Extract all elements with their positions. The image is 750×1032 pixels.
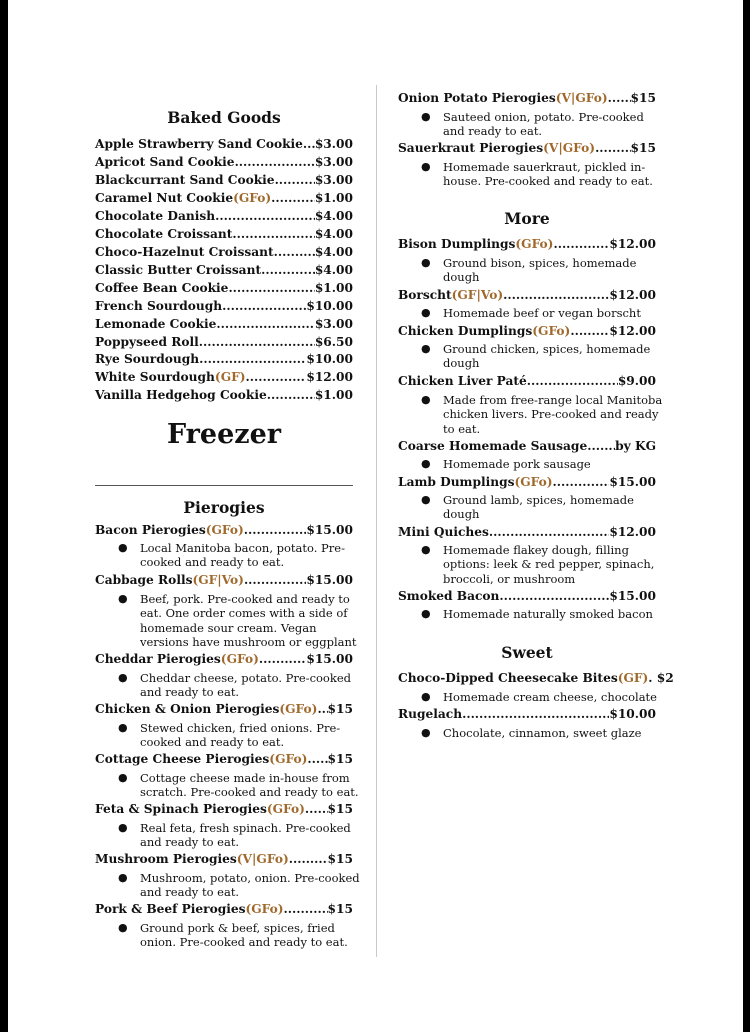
item-name: Caramel Nut Cookie: [95, 191, 234, 205]
menu-item: [95, 137, 353, 151]
item-description: [118, 671, 360, 700]
bullet-icon: ●: [118, 871, 128, 884]
item-name: Mushroom Pierogies: [95, 852, 237, 866]
item-description: [421, 457, 663, 471]
leader-dots: [275, 173, 315, 187]
item-tag: (V|GFo): [543, 141, 596, 155]
item-price: $4.00: [314, 245, 353, 259]
leader-dots: [553, 475, 610, 489]
menu-item: [398, 288, 656, 302]
item-price: $15: [630, 141, 656, 155]
leader-dots: [267, 388, 315, 402]
menu-item: [398, 707, 656, 721]
item-price: $15: [327, 802, 353, 816]
item-description: [421, 160, 663, 189]
leader-dots: [235, 155, 315, 169]
item-tag: (GFo): [205, 523, 244, 537]
description-text: Homemade sauerkraut, pickled in-house. Pre-cooked and ready to eat.: [443, 160, 653, 189]
item-tag: (GFo): [514, 475, 553, 489]
item-name: Classic Butter Croissant: [95, 263, 262, 277]
item-name: Borscht: [398, 288, 452, 302]
item-name: French Sourdough: [95, 299, 223, 313]
bullet-icon: ●: [421, 306, 431, 319]
leader-dots: [305, 802, 328, 816]
leader-dots: [608, 91, 631, 105]
item-price: $3.00: [314, 317, 353, 331]
leader-dots: [527, 374, 618, 388]
item-description: [421, 543, 663, 586]
description-text: Homemade cream cheese, chocolate: [443, 690, 657, 704]
menu-item: [398, 439, 656, 453]
menu-item: [95, 245, 353, 259]
menu-item: [95, 370, 353, 384]
baked-goods-heading: Baked Goods: [167, 108, 281, 127]
item-name: Sauerkraut Pierogies: [398, 141, 544, 155]
menu-item: [95, 173, 353, 187]
menu-item: [95, 352, 353, 366]
menu-item: [398, 671, 674, 685]
pierogies-heading: Pierogies: [183, 498, 265, 517]
item-description: [118, 592, 360, 649]
item-tag: (GF|Vo): [451, 288, 504, 302]
item-name: Choco-Dipped Cheesecake Bites: [398, 671, 618, 685]
menu-item: [398, 589, 656, 603]
item-price: $15: [327, 852, 353, 866]
menu-item: [95, 281, 353, 295]
leader-dots: [232, 227, 314, 241]
item-tag: (GFo): [245, 902, 284, 916]
menu-item: [95, 902, 353, 916]
menu-item: [95, 852, 353, 866]
leader-dots: [216, 317, 314, 331]
item-price: $15.00: [609, 589, 656, 603]
item-price: $10.00: [609, 707, 656, 721]
sweet-heading: Sweet: [501, 643, 553, 662]
item-price: $12.00: [306, 370, 353, 384]
leader-dots: [274, 245, 315, 259]
bullet-icon: ●: [118, 671, 128, 684]
leader-dots: [284, 902, 328, 916]
item-price: $12.00: [609, 237, 656, 251]
item-price: $15: [630, 91, 656, 105]
leader-dots: [222, 299, 306, 313]
menu-item: [95, 209, 353, 223]
item-price: $15.00: [306, 523, 353, 537]
menu-item: [398, 237, 656, 251]
leader-dots: [503, 288, 609, 302]
item-name: Choco-Hazelnut Croissant: [95, 245, 274, 259]
description-text: Homemade flakey dough, filling options: leek & red pepper, spinach, broccoli, or mushroom: [443, 543, 655, 586]
item-price: $4.00: [314, 209, 353, 223]
item-price: $4.00: [314, 263, 353, 277]
item-description: [421, 607, 663, 621]
description-text: Stewed chicken, fried onions. Pre-cooked and ready to eat.: [140, 721, 341, 750]
leader-dots: [199, 352, 306, 366]
item-price: $15: [327, 702, 353, 716]
item-name: Blackcurrant Sand Cookie: [95, 173, 275, 187]
bullet-icon: ●: [118, 721, 128, 734]
item-description: [421, 110, 663, 139]
bullet-icon: ●: [118, 541, 128, 554]
item-tag: (GFo): [269, 752, 308, 766]
leader-dots: [261, 263, 315, 277]
item-name: Cottage Cheese Pierogies: [95, 752, 270, 766]
item-name: Apricot Sand Cookie: [95, 155, 235, 169]
description-text: Made from free-range local Manitoba chicken livers. Pre-cooked and ready to eat.: [443, 393, 663, 436]
item-tag: (GFo): [515, 237, 554, 251]
item-price: $4.00: [314, 227, 353, 241]
item-tag: (GFo): [279, 702, 318, 716]
description-text: Ground chicken, spices, homemade dough: [443, 342, 651, 371]
description-text: Ground lamb, spices, homemade dough: [443, 493, 634, 522]
description-text: Real feta, fresh spinach. Pre-cooked and ready to eat.: [140, 821, 351, 850]
item-name: Rugelach: [398, 707, 463, 721]
item-tag: (GFo): [233, 191, 272, 205]
description-text: Ground pork & beef, spices, fried onion. Pre-cooked and ready to eat.: [140, 921, 348, 950]
item-description: [421, 690, 663, 704]
description-text: Ground bison, spices, homemade dough: [443, 256, 637, 285]
item-name: Vanilla Hedgehog Cookie: [95, 388, 267, 402]
item-price: $1.00: [314, 388, 353, 402]
leader-dots: [317, 702, 327, 716]
bullet-icon: ●: [118, 771, 128, 784]
item-name: Lemonade Cookie: [95, 317, 217, 331]
item-description: [421, 493, 663, 522]
menu-item: [398, 475, 656, 489]
bullet-icon: ●: [421, 726, 431, 739]
item-name: Poppyseed Roll: [95, 335, 199, 349]
bullet-icon: ●: [118, 592, 128, 605]
menu-item: [398, 91, 656, 105]
item-price: $9.00: [617, 374, 656, 388]
leader-dots: [303, 137, 315, 151]
bullet-icon: ●: [421, 543, 431, 556]
description-text: Sauteed onion, potato. Pre-cooked and ready to eat.: [443, 110, 644, 139]
bullet-icon: ●: [421, 160, 431, 173]
item-name: Cheddar Pierogies: [95, 652, 221, 666]
item-price: $3.00: [314, 155, 353, 169]
item-description: [118, 871, 360, 900]
item-price: $12.00: [609, 288, 656, 302]
item-description: [421, 256, 663, 285]
leader-dots: [489, 525, 609, 539]
bullet-icon: ●: [421, 607, 431, 620]
leader-dots: [307, 752, 327, 766]
menu-item: [398, 374, 656, 388]
item-name: Coffee Bean Cookie: [95, 281, 229, 295]
item-name: Onion Potato Pierogies: [398, 91, 556, 105]
item-price: $15: [327, 752, 353, 766]
menu-item: [95, 523, 353, 537]
item-tag: (GF): [617, 671, 649, 685]
menu-item: [95, 191, 353, 205]
item-name: Feta & Spinach Pierogies: [95, 802, 267, 816]
bullet-icon: ●: [421, 256, 431, 269]
item-name: Chicken Liver Paté: [398, 374, 527, 388]
item-description: [118, 821, 360, 850]
item-name: Bison Dumplings: [398, 237, 516, 251]
leader-dots: [553, 237, 609, 251]
item-description: [118, 921, 360, 950]
item-price: $3.00: [314, 173, 353, 187]
item-tag: (GF): [214, 370, 246, 384]
bullet-icon: ●: [118, 921, 128, 934]
item-name: Cabbage Rolls: [95, 573, 193, 587]
item-name: Lamb Dumplings: [398, 475, 515, 489]
bullet-icon: ●: [421, 342, 431, 355]
menu-item: [398, 324, 656, 338]
leader-dots: [289, 852, 328, 866]
item-description: [421, 393, 663, 436]
item-description: [118, 541, 360, 570]
description-text: Cottage cheese made in-house from scratch. Pre-cooked and ready to eat.: [140, 771, 359, 800]
item-name: Mini Quiches: [398, 525, 489, 539]
menu-item: [95, 388, 353, 402]
leader-dots: [244, 573, 306, 587]
item-name: White Sourdough: [95, 370, 215, 384]
description-text: Beef, pork. Pre-cooked and ready to eat. One order comes with a side of homemade sour cream. Vegan versions have mushroom or eggplant: [140, 592, 357, 649]
item-tag: (V|GFo): [555, 91, 608, 105]
description-text: Homemade naturally smoked bacon: [443, 607, 653, 621]
item-price: by KG: [615, 439, 656, 453]
item-description: [421, 726, 663, 740]
menu-item: [95, 227, 353, 241]
leader-dots: [595, 141, 630, 155]
menu-item: [95, 335, 353, 349]
freezer-heading: Freezer: [166, 419, 281, 450]
leader-dots: [199, 335, 315, 349]
item-price: $15.00: [306, 573, 353, 587]
item-description: [118, 721, 360, 750]
more-heading: More: [504, 209, 550, 228]
bullet-icon: ●: [118, 821, 128, 834]
item-description: [421, 342, 663, 371]
item-name: Chicken Dumplings: [398, 324, 533, 338]
item-name: Apple Strawberry Sand Cookie: [95, 137, 303, 151]
menu-item: [95, 155, 353, 169]
item-name: Pork & Beef Pierogies: [95, 902, 246, 916]
item-price: $1.00: [314, 281, 353, 295]
item-price: $15: [327, 902, 353, 916]
item-tag: (V|GFo): [236, 852, 289, 866]
description-text: Chocolate, cinnamon, sweet glaze: [443, 726, 642, 740]
item-price: $15.00: [306, 652, 353, 666]
item-price: $15.00: [609, 475, 656, 489]
bullet-icon: ●: [421, 393, 431, 406]
section-divider: [95, 485, 353, 486]
item-price: . $2: [648, 671, 674, 685]
bullet-icon: ●: [421, 493, 431, 506]
leader-dots: [215, 209, 315, 223]
description-text: Homemade beef or vegan borscht: [443, 306, 641, 320]
leader-dots: [462, 707, 609, 721]
menu-item: [398, 141, 656, 155]
item-price: $1.00: [314, 191, 353, 205]
leader-dots: [259, 652, 306, 666]
item-name: Chicken & Onion Pierogies: [95, 702, 280, 716]
item-price: $12.00: [609, 525, 656, 539]
item-tag: (GF|Vo): [192, 573, 244, 587]
item-tag: (GFo): [220, 652, 259, 666]
item-tag: (GFo): [266, 802, 305, 816]
item-name: Rye Sourdough: [95, 352, 200, 366]
menu-item: [95, 652, 353, 666]
menu-item: [95, 802, 353, 816]
description-text: Cheddar cheese, potato. Pre-cooked and ready to eat.: [140, 671, 351, 700]
leader-dots: [570, 324, 609, 338]
leader-dots: [246, 370, 307, 384]
item-name: Smoked Bacon: [398, 589, 500, 603]
menu-item: [95, 263, 353, 277]
item-description: [421, 306, 663, 320]
bullet-icon: ●: [421, 690, 431, 703]
bullet-icon: ●: [421, 457, 431, 470]
item-description: [118, 771, 360, 800]
menu-item: [398, 525, 656, 539]
item-price: $12.00: [609, 324, 656, 338]
description-text: Homemade pork sausage: [443, 457, 591, 471]
item-tag: (GFo): [532, 324, 571, 338]
column-divider: [376, 85, 377, 957]
item-price: $6.50: [314, 335, 353, 349]
menu-item: [95, 573, 353, 587]
item-name: Chocolate Danish: [95, 209, 216, 223]
description-text: Mushroom, potato, onion. Pre-cooked and ready to eat.: [140, 871, 360, 900]
menu-item: [95, 752, 353, 766]
item-price: $10.00: [306, 352, 353, 366]
item-name: Bacon Pierogies: [95, 523, 206, 537]
bullet-icon: ●: [421, 110, 431, 123]
menu-item: [95, 702, 353, 716]
leader-dots: [228, 281, 314, 295]
item-name: Chocolate Croissant: [95, 227, 233, 241]
item-price: $3.00: [314, 137, 353, 151]
menu-page: [8, 0, 743, 1032]
leader-dots: [587, 439, 615, 453]
description-text: Local Manitoba bacon, potato. Pre-cooked and ready to eat.: [140, 541, 345, 570]
leader-dots: [244, 523, 307, 537]
item-price: $10.00: [306, 299, 353, 313]
leader-dots: [271, 191, 315, 205]
menu-item: [95, 299, 353, 313]
leader-dots: [499, 589, 609, 603]
menu-item: [95, 317, 353, 331]
item-name: Coarse Homemade Sausage: [398, 439, 588, 453]
